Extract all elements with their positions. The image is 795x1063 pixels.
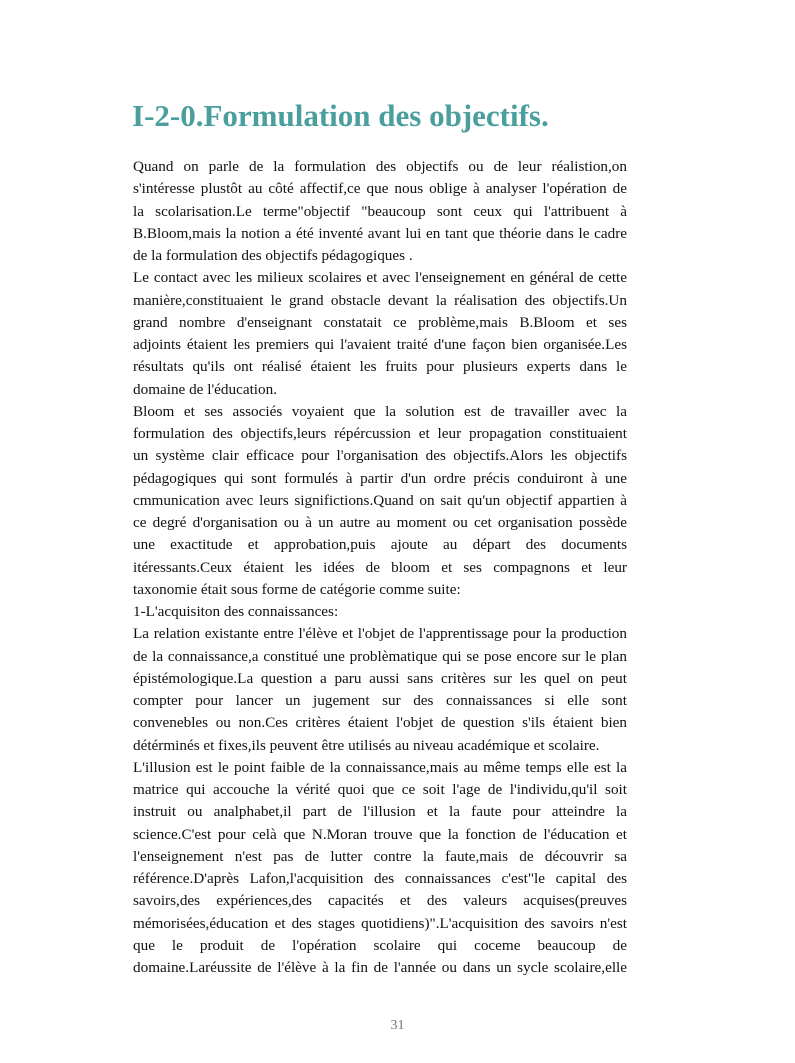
text-line: un système clair efficace pour l'organisation des objectifs.Alors les objectifs	[133, 447, 627, 465]
text-line: cmmunication avec leurs significtions.Quand on sait qu'un objectif appartien à	[133, 491, 627, 509]
text-line: une exactitude et approbation,puis ajoute au départ des documents	[133, 536, 627, 554]
text-line: taxonomie était sous forme de catégorie comme suite:	[133, 580, 461, 598]
text-line: référence.D'après Lafon,l'acquisition des connaissances c'est"le capital des	[133, 870, 627, 887]
page-number: 31	[390, 1018, 405, 1033]
text-line: résultats qu'ils ont réalisé étaient les fruits pour plusieurs experts dans le	[133, 358, 627, 376]
text-line: Le contact avec les milieux scolaires et avec l'enseignement en général de cette	[133, 269, 627, 287]
section-heading: I-2-0.Formulation des objectifs.	[132, 98, 549, 133]
text-line: La relation existante entre l'élève et l'objet de l'apprentissage pour la production	[133, 625, 627, 643]
text-line: grand nombre d'enseignant constatait ce problème,mais B.Bloom et ses	[133, 313, 627, 331]
text-line: B.Bloom,mais la notion a été inventé avant lui en tant que théorie dans le cadre	[133, 224, 627, 242]
text-line: L'illusion est le point faible de la connaissance,mais au même temps elle est la	[133, 758, 627, 776]
text-line: la scolarisation.Le terme"objectif "beaucoup sont ceux qui l'attribuent à	[133, 202, 627, 220]
text-line: épistémologique.La question a paru aussi sans critères sur les quel on peut	[133, 669, 627, 687]
text-line: convenebles ou non.Ces critères étaient l'objet de question s'ils étaient bien	[133, 714, 627, 732]
text-line: domaine de l'éducation.	[133, 380, 278, 398]
text-line: 1-L'acquisiton des connaissances:	[133, 603, 339, 620]
text-line: pédagogiques qui sont formulés à partir d'un ordre précis conduiront à une	[133, 469, 627, 487]
text-line: compter pour lancer un jugement sur des connaissances si elle sont	[133, 692, 627, 709]
text-line: manière,constituaient le grand obstacle devant la réalisation des objectifs.Un	[133, 291, 627, 309]
text-line: de la connaissance,a constitué une problèmatique qui se pose encore sur le plan	[133, 647, 627, 665]
text-line: science.C'est pour celà que N.Moran trouve que la fonction de l'éducation et	[133, 825, 627, 843]
text-line: Quand on parle de la formulation des objectifs ou de leur réalistion,on	[133, 158, 627, 175]
body-text	[133, 156, 627, 979]
text-line: instruit ou analphabet,il part de l'illusion et la faute pour atteindre la	[133, 803, 627, 821]
text-line: domaine.Laréussite de l'élève à la fin de l'année ou dans un sycle scolaire,elle	[133, 959, 627, 976]
text-line: l'enseignement n'est pas de lutter contre la faute,mais de découvrir sa	[133, 847, 627, 865]
text-line: formulation des objectifs,leurs répércussion et leur propagation constituaient	[133, 425, 627, 442]
text-line: adjoints étaient les premiers qui l'avaient traité d'une façon bien organisée.Les	[133, 336, 627, 353]
text-line: savoirs,des expériences,des capacités et des valeurs acquises(preuves	[133, 892, 627, 910]
text-line: ce degré d'organisation ou à un autre au moment ou cet organisation possède	[133, 514, 627, 531]
text-line: itéressants.Ceux étaient les idées de bloom et ses compagnons et leur	[133, 558, 627, 576]
text-line: détérminés et fixes,ils peuvent être utilisés au niveau académique et scolaire.	[133, 736, 600, 754]
text-line: Bloom et ses associés voyaient que la solution est de travailler avec la	[133, 402, 627, 420]
text-line: s'intéresse plustôt au côté affectif,ce que nous oblige à analyser l'opération de	[133, 180, 627, 198]
text-line: matrice qui accouche la vérité quoi que ce soit l'age de l'individu,qu'il soit	[133, 781, 627, 798]
text-line: de la formulation des objectifs pédagogiques .	[133, 247, 413, 264]
text-line: que le produit de l'opération scolaire qui coceme beaucoup de	[133, 936, 627, 954]
text-line: mémorisées,éducation et des stages quotidiens)".L'acquisition des savoirs n'est	[133, 914, 627, 932]
